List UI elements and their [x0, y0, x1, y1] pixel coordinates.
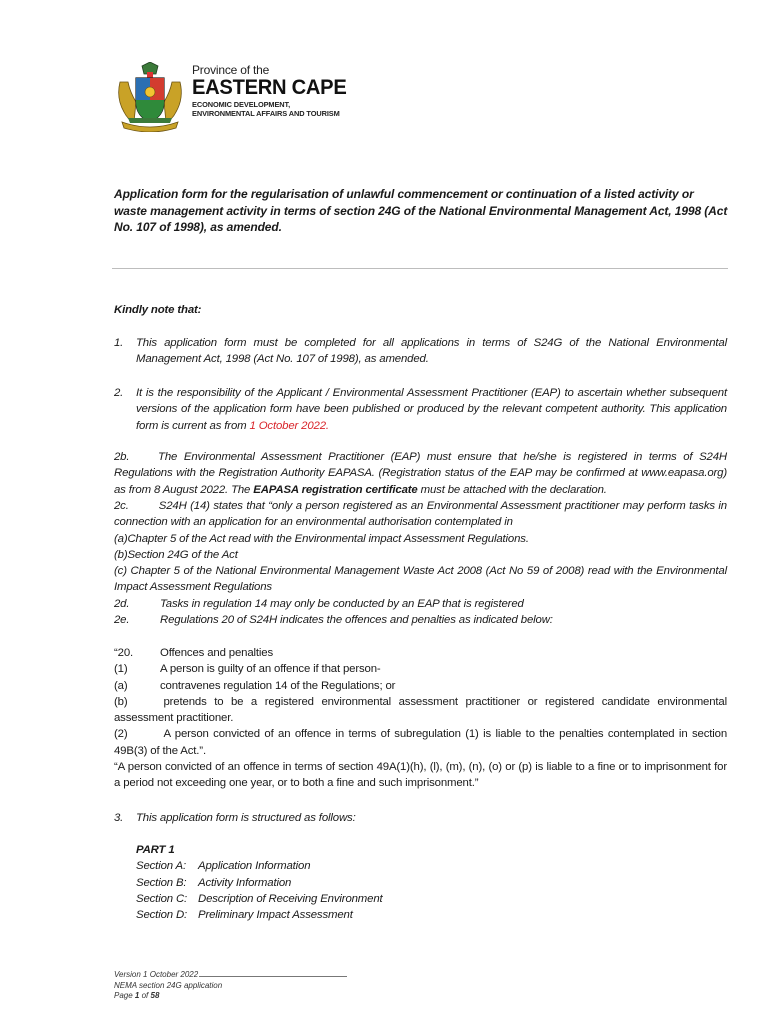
- offence-20-label: “20.: [114, 647, 134, 659]
- list-item-2-text: It is the responsibility of the Applicant / Environmental Assessment Practitioner (EAP) to ascertain whether subsequent versions of the application form have been published or produced by the relevant competent authority. This application form is current as from: [136, 387, 727, 432]
- offence-2-text: A person convicted of an offence in terms of subregulation (1) is liable to the penalties contemplated in section 49B(3) of the Act.”.: [114, 728, 727, 757]
- section-a-title: Application Information: [198, 860, 311, 873]
- footer-page: [114, 991, 347, 1002]
- list-item-2: [114, 385, 727, 434]
- page-footer: [114, 970, 347, 1002]
- offence-a-text: contravenes regulation 14 of the Regulations; or: [160, 679, 396, 692]
- paragraph-2c-a: (a)Chapter 5 of the Act read with the Environmental impact Assessment Regulations.: [114, 532, 529, 545]
- list-item-3-number: 3.: [114, 812, 124, 824]
- logo-dept-line1: ECONOMIC DEVELOPMENT,: [192, 100, 291, 109]
- footer-page-total: 58: [150, 991, 160, 1000]
- footer-page-number: 1: [134, 991, 140, 1000]
- logo-dept-line2: ENVIRONMENTAL AFFAIRS AND TOURISM: [192, 108, 340, 118]
- eastern-cape-logo: [114, 62, 354, 132]
- logo-eastern-cape: EASTERN CAPE: [192, 76, 347, 99]
- list-item-1-text: This application form must be completed for all applications in terms of S24G of the National Environmental Management Act, 1998 (Act No. 107 of 1998), as amended.: [136, 337, 727, 366]
- paragraph-2c-text: S24H (14) states that “only a person registered as an Environmental Assessment practitioner may perform tasks in connection with an application for an environmental authorisation contemplated in: [114, 500, 727, 529]
- paragraph-2c: [114, 498, 727, 596]
- logo-text: [192, 64, 362, 118]
- section-c: [136, 891, 383, 907]
- paragraph-2b: [114, 449, 727, 498]
- paragraph-2d: [114, 596, 727, 612]
- list-item-3: [114, 810, 727, 826]
- document-title: Application form for the regularisation of unlawful commencement or continuation of a listed activity or waste management activity in terms of section 24G of the National Environmental Management Act, 1998 (Act No. 107 of 1998), as amended.: [114, 187, 728, 234]
- list-item-1: [114, 335, 727, 368]
- paragraph-2c-c: (c) Chapter 5 of the National Environmental Management Waste Act 2008 (Act No 59 of 2008) read with the Environmental Impact Assessment Regulations: [114, 565, 727, 594]
- current-date: 1 October 2022.: [249, 419, 329, 432]
- footer-page-of: of: [141, 991, 149, 1000]
- part-1: [136, 842, 383, 923]
- paragraph-2c-label: 2c.: [114, 500, 129, 512]
- list-item-3-text: This application form is structured as follows:: [136, 812, 356, 824]
- paragraph-2d-2e: [114, 596, 727, 629]
- paragraph-2b-text-end: must be attached with the declaration.: [420, 483, 607, 496]
- logo-province-of: Province of the: [192, 63, 270, 77]
- offence-1-text: A person is guilty of an offence if that person-: [160, 663, 381, 676]
- footer-line: [199, 976, 347, 977]
- list-item-1-number: 1.: [114, 337, 124, 349]
- coat-of-arms-icon: [114, 62, 186, 132]
- footer-doc: NEMA section 24G application: [114, 980, 223, 990]
- section-d-label: Section D:: [136, 909, 188, 922]
- offence-b-text: pretends to be a registered environmental assessment practitioner or registered candidate environmental assessment practitioner.: [114, 695, 727, 725]
- logo-department: [192, 101, 362, 118]
- paragraph-2e-label: 2e.: [114, 614, 130, 627]
- section-c-label: Section C:: [136, 892, 188, 905]
- section-a: [136, 858, 383, 874]
- offences-section: [114, 645, 727, 792]
- offence-1-label: (1): [114, 663, 128, 676]
- eapasa-certificate-text: EAPASA registration certificate: [253, 483, 418, 496]
- section-b-label: Section B:: [136, 876, 187, 889]
- divider: [112, 268, 728, 269]
- section-d: [136, 907, 383, 923]
- offence-b-label: (b): [114, 695, 128, 708]
- offence-quote: “A person convicted of an offence in terms of section 49A(1)(h), (l), (m), (n), (o) or (p) is liable to a fine or to imprisonment for a period not exceeding one year, or to both a fine and such imprisonment.”: [114, 761, 727, 790]
- offence-2-label: (2): [114, 728, 128, 741]
- paragraph-2e-text: Regulations 20 of S24H indicates the offences and penalties as indicated below:: [160, 614, 553, 627]
- section-d-title: Preliminary Impact Assessment: [198, 909, 353, 922]
- section-b: [136, 875, 383, 891]
- part-1-heading: PART 1: [136, 844, 175, 856]
- note-heading: Kindly note that:: [114, 304, 202, 316]
- paragraph-2b-label: 2b.: [114, 451, 130, 463]
- offence-a-label: (a): [114, 679, 128, 692]
- paragraph-2d-text: Tasks in regulation 14 may only be conducted by an EAP that is registered: [160, 598, 524, 610]
- list-item-2-number: 2.: [114, 387, 124, 399]
- footer-page-prefix: Page: [114, 991, 133, 1000]
- offence-20-text: Offences and penalties: [160, 647, 274, 659]
- paragraph-2c-b: (b)Section 24G of the Act: [114, 548, 238, 561]
- paragraph-2e: [114, 612, 727, 628]
- section-b-title: Activity Information: [198, 876, 292, 889]
- footer-version: Version 1 October 2022: [114, 970, 199, 979]
- paragraph-2b-text: The Environmental Assessment Practitioner (EAP) must ensure that he/she is registered in terms of S24H Regulations with the Registration Authority EAPASA. (Registration status of the EAP may be confirmed at www.eapasa.org) as from 8 August 2022. The: [114, 451, 727, 496]
- paragraph-2d-label: 2d.: [114, 598, 130, 610]
- section-a-label: Section A:: [136, 860, 186, 873]
- section-c-title: Description of Receiving Environment: [198, 892, 383, 905]
